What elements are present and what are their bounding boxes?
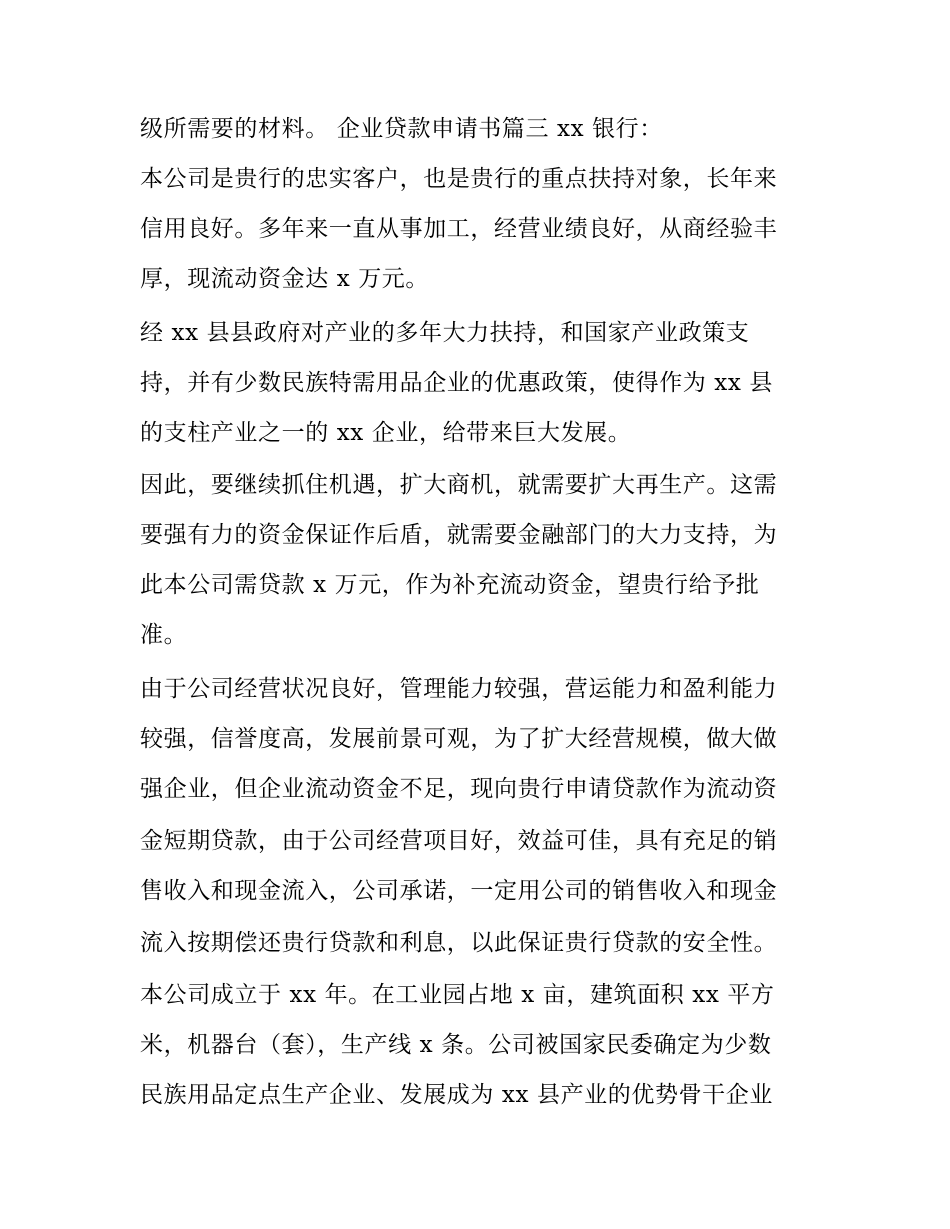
- text-line: 售收入和现金流入，公司承诺，一定用公司的销售收入和现金: [140, 878, 778, 904]
- text-line: 信用良好。多年来一直从事加工，经营业绩良好，从商经验丰: [140, 216, 778, 242]
- text-line: 厚，现流动资金达 x 万元。: [140, 266, 429, 292]
- text-line: 强企业，但企业流动资金不足，现向贵行申请贷款作为流动资: [140, 776, 778, 802]
- text-line: 的支柱产业之一的 xx 企业，给带来巨大发展。: [140, 420, 632, 446]
- text-line: 此本公司需贷款 x 万元，作为补充流动资金，望贵行给予批: [140, 572, 760, 598]
- text-line: 较强，信誉度高，发展前景可观，为了扩大经营规模，做大做: [140, 726, 778, 752]
- text-line: 由于公司经营状况良好，管理能力较强，营运能力和盈利能力: [140, 676, 778, 702]
- text-line: 因此，要继续抓住机遇，扩大商机，就需要扩大再生产。这需: [140, 472, 778, 498]
- text-line: 民族用品定点生产企业、发展成为 xx 县产业的优势骨干企业: [140, 1082, 773, 1108]
- text-line: 流入按期偿还贵行贷款和利息，以此保证贵行贷款的安全性。: [140, 930, 778, 956]
- text-line: 准。: [140, 622, 188, 648]
- text-line: 本公司是贵行的忠实客户，也是贵行的重点扶持对象，长年来: [140, 166, 778, 192]
- text-line: 金短期贷款，由于公司经营项目好，效益可佳，具有充足的销: [140, 828, 778, 854]
- text-line: 本公司成立于 xx 年。在工业园占地 x 亩，建筑面积 xx 平方: [140, 982, 775, 1008]
- text-line: 持，并有少数民族特需用品企业的优惠政策，使得作为 xx 县: [140, 370, 773, 396]
- text-line: 级所需要的材料。 企业贷款申请书篇三 xx 银行：: [140, 116, 663, 142]
- text-line: 经 xx 县县政府对产业的多年大力扶持，和国家产业政策支: [140, 320, 750, 346]
- text-line: 要强有力的资金保证作后盾，就需要金融部门的大力支持，为: [140, 522, 778, 548]
- text-line: 米，机器台（套），生产线 x 条。公司被国家民委确定为少数: [140, 1032, 772, 1058]
